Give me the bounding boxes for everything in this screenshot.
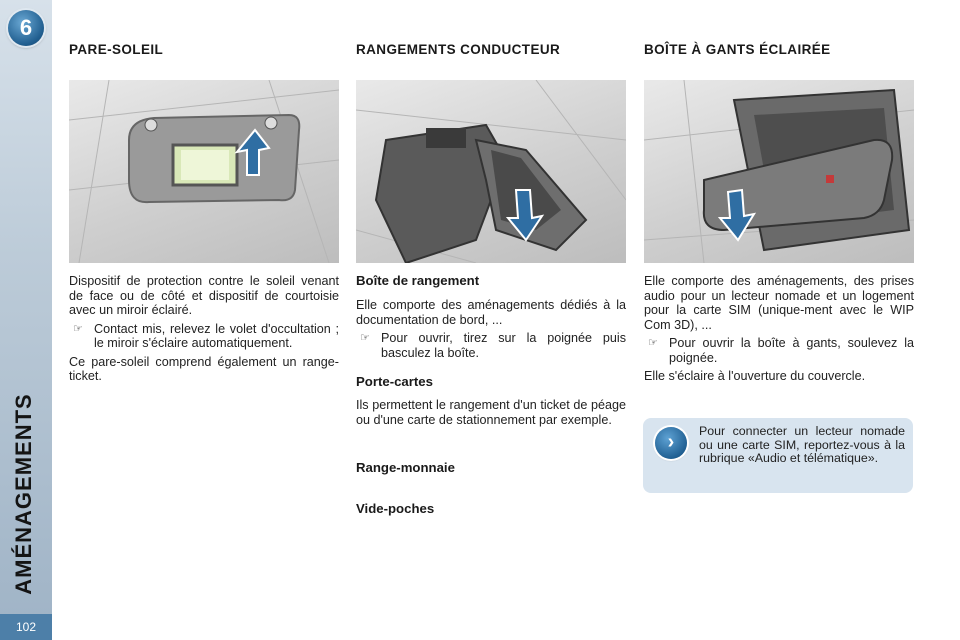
hand-pointer-icon: ☞ xyxy=(648,337,658,349)
info-note-text: Pour connecter un lecteur nomade ou une carte SIM, reportez-vous à la rubrique «Audio et télématique». xyxy=(699,424,905,466)
glovebox-intro: Elle comporte des aménagements, des prises audio pour un lecteur nomade et un logement pour la carte SIM (unique-ment avec le WIP Com 3D), ... xyxy=(644,274,914,332)
glovebox-bullet xyxy=(644,336,914,365)
subhead-storage-box: Boîte de rangement xyxy=(356,273,480,288)
page-number: 102 xyxy=(0,614,52,640)
card-holder-description: Ils permettent le rangement d'un ticket de péage ou d'une carte de stationnement par exemple. xyxy=(356,398,626,427)
subhead-pocket: Vide-poches xyxy=(356,501,435,516)
glovebox-text xyxy=(644,274,914,388)
sun-visor-bullet xyxy=(69,322,339,351)
hand-pointer-icon: ☞ xyxy=(73,322,83,335)
glovebox-illustration xyxy=(644,80,914,263)
sun-visor-text xyxy=(69,274,339,388)
glovebox-outro: Elle s'éclaire à l'ouverture du couvercle. xyxy=(644,369,866,383)
section-title-sun-visor: PARE-SOLEIL xyxy=(69,42,164,57)
subhead-coin-holder: Range-monnaie xyxy=(356,460,455,475)
sun-visor-bullet-text: Contact mis, relevez le volet d'occultation ; le miroir s'éclaire automatiquement. xyxy=(94,321,339,350)
glovebox-bullet-text: Pour ouvrir la boîte à gants, soulevez la poignée. xyxy=(669,336,914,365)
section-title-glovebox: BOÎTE À GANTS ÉCLAIRÉE xyxy=(644,42,831,57)
chapter-sidebar xyxy=(0,0,52,640)
chapter-title-text: AMÉNAGEMENTS xyxy=(11,393,36,595)
section-title-driver-storage: RANGEMENTS CONDUCTEUR xyxy=(356,42,561,57)
sun-visor-illustration xyxy=(69,80,339,263)
storage-box-text xyxy=(356,298,626,364)
hand-pointer-icon: ☞ xyxy=(360,332,370,344)
chapter-number-badge: 6 xyxy=(8,10,44,46)
storage-box-bullet xyxy=(356,331,626,360)
storage-box-bullet-text: Pour ouvrir, tirez sur la poignée puis basculez la boîte. xyxy=(381,331,626,360)
sun-visor-intro: Dispositif de protection contre le soleil venant de face ou de côté et dispositif de courtoisie avec un miroir éclairé. xyxy=(69,274,339,317)
storage-box-illustration xyxy=(356,80,626,263)
subhead-card-holder: Porte-cartes xyxy=(356,374,433,389)
storage-box-description: Elle comporte des aménagements dédiés à la documentation de bord, ... xyxy=(356,298,626,327)
info-note xyxy=(643,418,913,493)
card-holder-text xyxy=(356,398,626,431)
chapter-title xyxy=(4,393,44,595)
chevron-right-icon: › xyxy=(655,427,687,459)
sun-visor-outro: Ce pare-soleil comprend également un range-ticket. xyxy=(69,354,339,383)
